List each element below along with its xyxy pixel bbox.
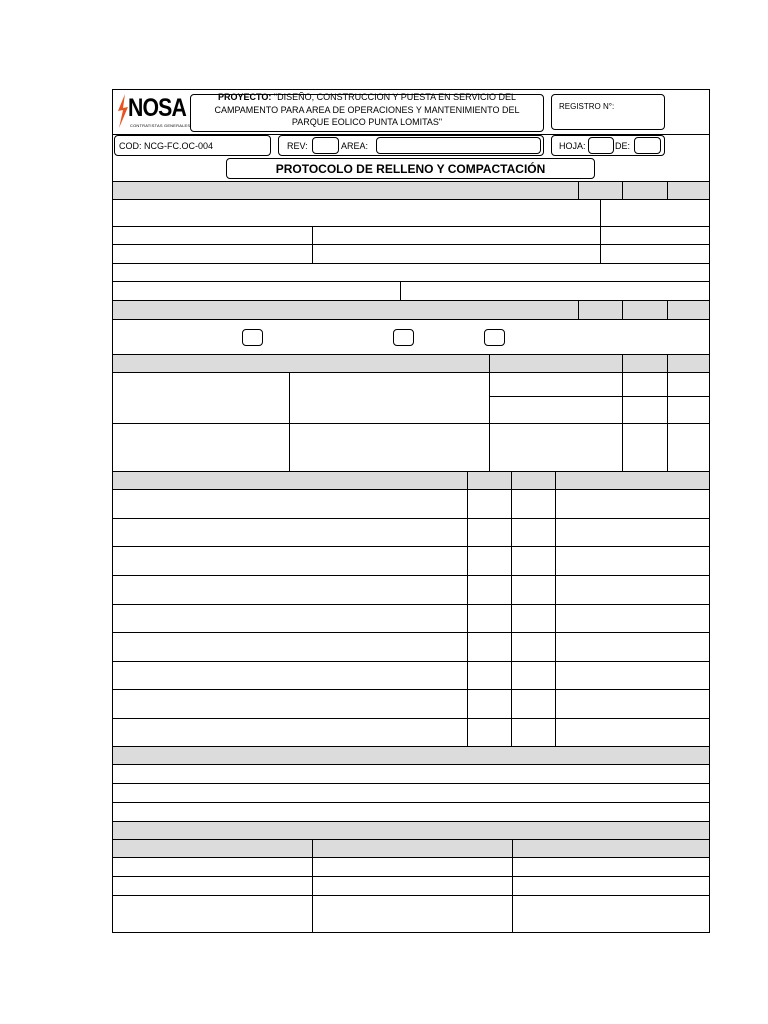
section-4-header <box>113 472 709 489</box>
rev-field[interactable] <box>312 137 339 154</box>
registro-label: REGISTRO N°: <box>559 102 615 111</box>
code-label: COD: NCG-FC.OC-004 <box>119 141 214 151</box>
project-text-line-1: "DISEÑO, CONSTRUCCION Y PUESTA EN SERVICIO DEL <box>271 92 516 102</box>
rev-label: REV: <box>287 141 308 151</box>
project-text-line-3: PARQUE EOLICO PUNTA LOMITAS" <box>291 117 443 127</box>
section-2-header <box>113 301 709 319</box>
section-3-header <box>113 354 709 372</box>
table-row <box>113 546 709 547</box>
logo-subtitle: CONTRATISTAS GENERALES <box>130 123 191 128</box>
section-1-header <box>113 181 709 199</box>
registro-box <box>551 94 665 130</box>
table-row <box>113 632 709 633</box>
project-description <box>195 92 539 128</box>
area-field[interactable] <box>376 137 541 154</box>
checkbox-option-3[interactable] <box>484 329 505 346</box>
hoja-label: HOJA: <box>559 141 586 151</box>
table-row <box>113 604 709 605</box>
table-row <box>113 661 709 662</box>
section-5-header <box>113 747 709 764</box>
section-6-header <box>113 822 709 839</box>
de-field[interactable] <box>634 137 661 154</box>
table-row <box>113 575 709 576</box>
form-title: PROTOCOLO DE RELLENO Y COMPACTACIÓN <box>275 162 546 176</box>
area-label: AREA: <box>341 141 369 151</box>
project-label: PROYECTO: <box>218 92 272 102</box>
protocol-form <box>112 89 710 933</box>
signature-header <box>113 840 709 857</box>
project-text-line-2: CAMPAMENTO PARA AREA DE OPERACIONES Y MANTENIMIENTO DEL <box>214 105 520 115</box>
table-row <box>113 689 709 690</box>
de-label: DE: <box>615 141 631 151</box>
logo-text: NOSA <box>128 94 186 122</box>
table-row <box>113 518 709 519</box>
hoja-field[interactable] <box>588 137 614 154</box>
table-row <box>113 718 709 719</box>
checkbox-option-1[interactable] <box>242 329 263 346</box>
checkbox-option-2[interactable] <box>393 329 414 346</box>
